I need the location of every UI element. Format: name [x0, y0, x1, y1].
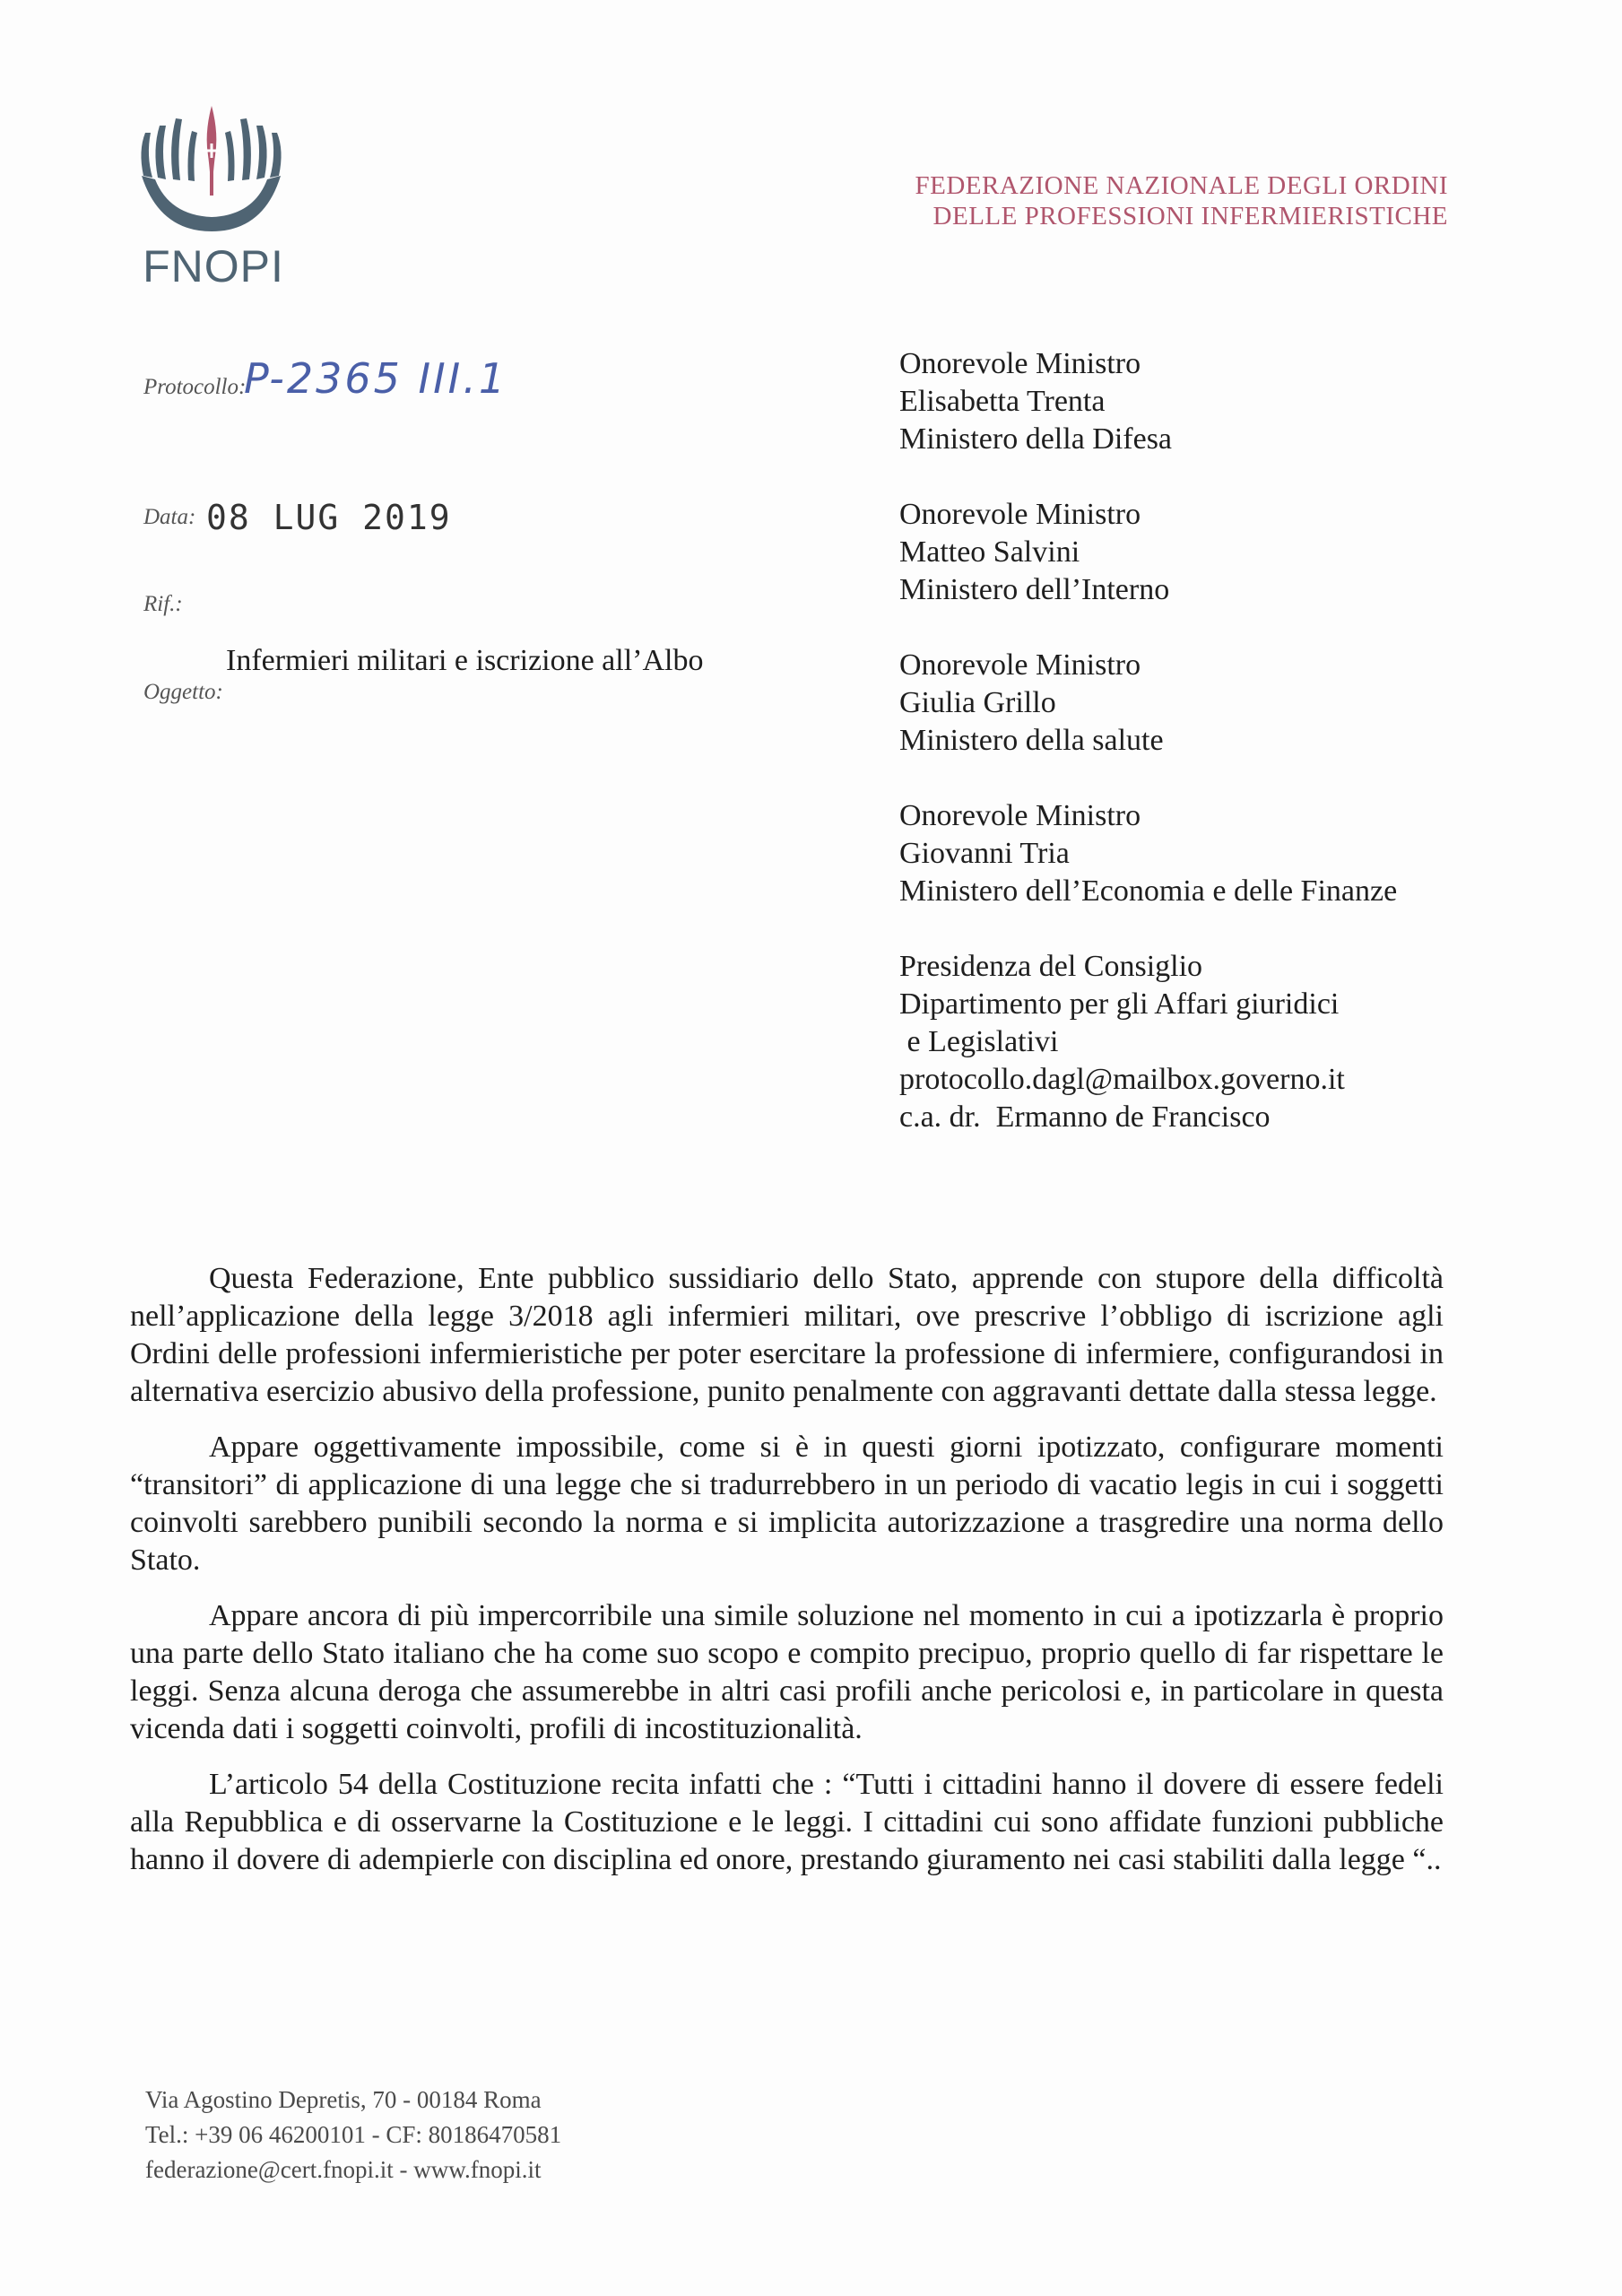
subject-text: Infermieri militari e iscrizione all’Albo	[226, 644, 704, 677]
federation-name-line: DELLE PROFESSIONI INFERMIERISTICHE	[932, 202, 1448, 230]
recipient-line: Onorevole Ministro	[899, 498, 1141, 531]
data-stamp: 08 LUG 2019	[206, 498, 452, 537]
body-paragraph: L’articolo 54 della Costituzione recita infatti che : “Tutti i cittadini hanno il dovere di essere fedeli alla Repubblica e di osservarne la Costituzione e le leggi. I cittadini cui sono affidate funzioni pubbliche hanno il dovere di adempierle con disciplina ed onore, prestando giuramento nei casi stabiliti dalla legge “..	[130, 1768, 1444, 1876]
federation-name	[834, 170, 1448, 231]
recipient-line: Ministero dell’Economia e delle Finanze	[899, 874, 1398, 908]
recipient-block	[899, 647, 1527, 760]
recipient-line: Giovanni Tria	[899, 837, 1070, 870]
logo-text: FNOPI	[143, 241, 284, 291]
recipient-line: Matteo Salvini	[899, 535, 1080, 569]
rif-label: Rif.:	[143, 592, 183, 616]
recipient-block	[899, 496, 1527, 609]
recipient-line: Ministero della Difesa	[899, 422, 1173, 456]
recipient-line: Onorevole Ministro	[899, 648, 1141, 682]
recipient-block	[899, 797, 1527, 910]
data-label: Data:	[143, 505, 196, 529]
recipient-line: Presidenza del Consiglio	[899, 950, 1203, 983]
footer-address: Via Agostino Depretis, 70 - 00184 Roma	[145, 2086, 542, 2113]
protocollo-value: P-2365 III.1	[244, 354, 508, 403]
recipient-line: Elisabetta Trenta	[899, 385, 1106, 418]
recipients-list	[899, 345, 1527, 1174]
recipient-block	[899, 345, 1527, 458]
recipient-line: Ministero della salute	[899, 724, 1164, 757]
recipient-line: c.a. dr. Ermanno de Francisco	[899, 1100, 1271, 1134]
body-paragraph: Appare ancora di più impercorribile una simile soluzione nel momento in cui a ipotizzarla è proprio una parte dello Stato italiano che ha come suo scopo e compito precipuo, proprio quello di far rispettare le leggi. Senza alcuna deroga che assumerebbe in altri casi profili anche pericolosi e, in particolare in questa vicenda dati i soggetti coinvolti, profili di incostituzionalità.	[130, 1599, 1444, 1745]
recipient-line: Ministero dell’Interno	[899, 573, 1170, 606]
protocollo-label: Protocollo:	[143, 375, 247, 399]
recipient-block	[899, 948, 1527, 1136]
recipient-line: Onorevole Ministro	[899, 347, 1141, 380]
letter-body	[130, 1260, 1444, 1897]
recipient-email-link[interactable]: protocollo.dagl@mailbox.governo.it	[899, 1063, 1345, 1096]
federation-name-line: FEDERAZIONE NAZIONALE DEGLI ORDINI	[915, 171, 1448, 200]
recipient-line: Giulia Grillo	[899, 686, 1056, 719]
recipient-line: Dipartimento per gli Affari giuridici	[899, 987, 1340, 1021]
recipient-line: e Legislativi	[899, 1025, 1059, 1058]
footer-phone: Tel.: +39 06 46200101 - CF: 80186470581	[145, 2121, 562, 2148]
footer	[145, 2083, 561, 2187]
body-paragraph: Appare oggettivamente impossibile, come si è in questi giorni ipotizzato, configurare momenti “transitori” di applicazione di una legge che si tradurrebbero in un periodo di vacatio legis in cui i soggetti coinvolti sarebbero punibili secondo la norma e si implicita autorizzazione a trasgredire una norma dello Stato.	[130, 1431, 1444, 1577]
recipient-line: Onorevole Ministro	[899, 799, 1141, 832]
body-paragraph: Questa Federazione, Ente pubblico sussidiario dello Stato, apprende con stupore della difficoltà nell’applicazione della legge 3/2018 agli infermieri militari, ove prescrive l’obbligo di iscrizione agli Ordini delle professioni infermieristiche per poter esercitare la professione di infermiere, configurandosi in alternativa esercizio abusivo della professione, punito penalmente con aggravanti dettate dalla stessa legge.	[130, 1262, 1444, 1408]
oggetto-label: Oggetto:	[143, 680, 223, 704]
footer-contacts[interactable]: federazione@cert.fnopi.it - www.fnopi.it	[145, 2156, 542, 2183]
